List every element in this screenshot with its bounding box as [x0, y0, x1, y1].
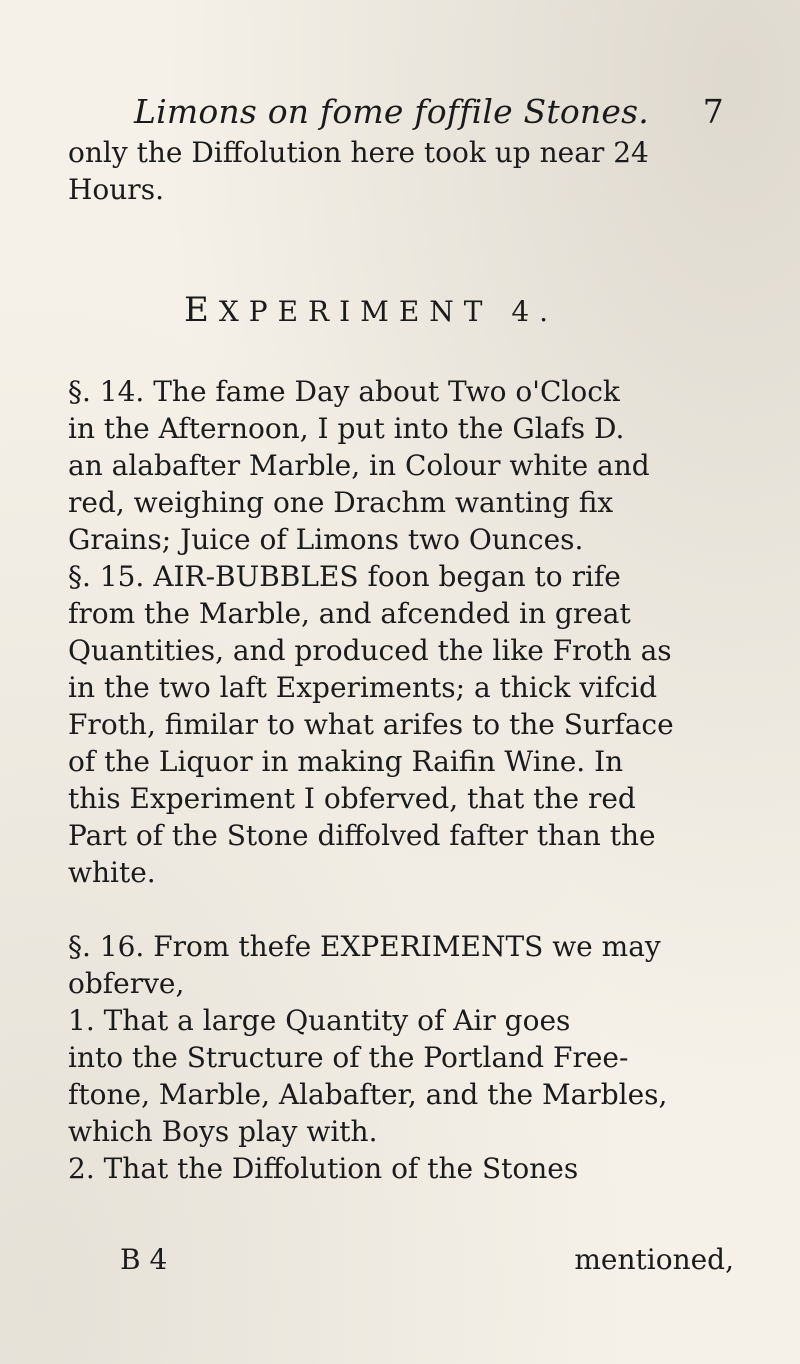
text-line: Grains; Juice of Limons two Ounces.	[68, 523, 584, 556]
text-line: obferve,	[68, 967, 185, 1000]
text-line: in the two laft Experiments; a thick vifcid	[68, 671, 658, 704]
text-line: Part of the Stone diffolved fafter than the	[68, 819, 656, 852]
paragraph-gap	[68, 891, 734, 928]
experiment-heading-initial: E	[184, 290, 219, 330]
text-line: 1. That a large Quantity of Air goes	[68, 1004, 571, 1037]
text-line: Quantities, and produced the like Froth as	[68, 634, 672, 667]
text-line: §. 15. AIR-BUBBLES foon began to rife	[68, 560, 621, 593]
text-line: in the Afternoon, I put into the Glafs D.	[68, 412, 625, 445]
text-line: §. 14. The fame Day about Two o'Clock	[68, 375, 620, 408]
experiment-heading	[184, 290, 558, 330]
catchword: mentioned,	[574, 1243, 734, 1276]
body-text	[68, 373, 734, 1187]
text-line: 2. That the Diffolution of the Stones	[68, 1152, 579, 1185]
text-line: red, weighing one Drachm wanting fix	[68, 486, 614, 519]
text-line: which Boys play with.	[68, 1115, 378, 1148]
text-line: §. 16. From thefe EXPERIMENTS we may	[68, 930, 661, 963]
text-line: ftone, Marble, Alabafter, and the Marbles,	[68, 1078, 668, 1111]
text-line: Froth, fimilar to what arifes to the Surface	[68, 708, 674, 741]
text-line: Hours.	[68, 173, 164, 206]
text-top	[68, 134, 734, 208]
experiment-heading-rest: XPERIMENT 4.	[218, 295, 559, 328]
text-line: an alabafter Marble, in Colour white and	[68, 449, 650, 482]
signature-mark: B 4	[120, 1243, 168, 1276]
page-number: 7	[702, 92, 724, 131]
text-line: only the Diffolution here took up near 24	[68, 136, 649, 169]
text-line: from the Marble, and afcended in great	[68, 597, 631, 630]
text-line: this Experiment I obferved, that the red	[68, 782, 636, 815]
text-line: white.	[68, 856, 156, 889]
text-line: of the Liquor in making Raifin Wine. In	[68, 745, 624, 778]
running-title: Limons on fome foffile Stones.	[134, 92, 649, 131]
text-line: into the Structure of the Portland Free-	[68, 1041, 629, 1074]
page-footer	[120, 1243, 734, 1276]
